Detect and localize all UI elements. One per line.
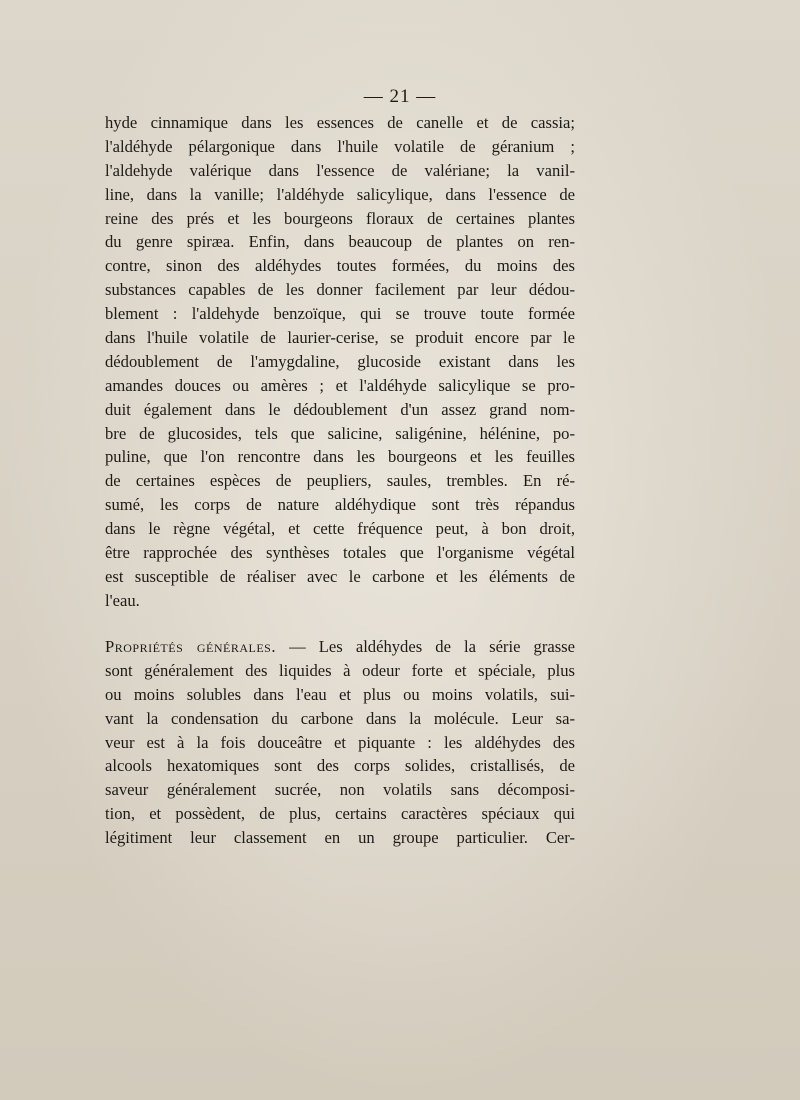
paragraph-1-line: puline, que l'on rencontre dans les bourgeons et les feuilles	[105, 447, 575, 467]
paragraph-2-line: tion, et possèdent, de plus, certains caractères spéciaux qui	[105, 804, 575, 824]
page-number: — 21 —	[363, 86, 437, 107]
paragraph-1-line: dédoublement de l'amygdaline, glucoside existant dans les	[105, 351, 575, 371]
paragraph-2-line: sont généralement des liquides à odeur forte et spéciale, plus	[105, 660, 575, 680]
paragraph-1-line: blement : l'aldehyde benzoïque, qui se trouve toute formée	[105, 304, 575, 324]
paragraph-1-line: line, dans la vanille; l'aldéhyde salicylique, dans l'essence de	[105, 184, 575, 204]
paragraph-1-line: reine des prés et les bourgeons floraux de certaines plantes	[105, 208, 575, 228]
paragraph-1-line: hyde cinnamique dans les essences de canelle et de cassia;	[105, 113, 575, 132]
paragraph-2-line: légitiment leur classement en un groupe particulier. Cer-	[105, 828, 575, 848]
paragraph-2-line: veur est à la fois douceâtre et piquante : les aldéhydes des	[105, 732, 575, 752]
paragraph-1-line: être rapprochée des synthèses totales que l'organisme végétal	[105, 543, 575, 563]
paragraph-2-line: vant la condensation du carbone dans la molécule. Leur sa-	[105, 708, 575, 728]
heading-line-rest: — Les aldéhydes de la série grasse	[275, 637, 576, 656]
paragraph-2-line: saveur généralement sucrée, non volatils sans décomposi-	[105, 780, 575, 800]
paragraph-2	[105, 635, 575, 850]
paragraph-1	[105, 111, 575, 613]
paragraph-1-line: substances capables de les donner facilement par leur dédou-	[105, 280, 575, 300]
paragraph-1-line: sumé, les corps de nature aldéhydique sont très répandus	[105, 495, 575, 515]
paragraph-1-line: l'aldehyde valérique dans l'essence de valériane; la vanil-	[105, 160, 575, 180]
paragraph-1-line: l'aldéhyde pélargonique dans l'huile volatile de géranium ;	[105, 136, 575, 156]
paragraph-1-line: du genre spiræa. Enfin, dans beaucoup de plantes on ren-	[105, 232, 575, 252]
paragraph-1-line: bre de glucosides, tels que salicine, saligénine, hélénine, po-	[105, 423, 575, 443]
paragraph-1-line: de certaines espèces de peupliers, saules, trembles. En ré-	[105, 471, 575, 491]
paragraph-2-line-1	[105, 635, 575, 659]
paragraph-1-line: duit également dans le dédoublement d'un assez grand nom-	[105, 399, 575, 419]
paragraph-1-line: l'eau.	[105, 590, 140, 610]
paragraph-2-line: ou moins solubles dans l'eau et plus ou moins volatils, sui-	[105, 684, 575, 704]
section-heading: Propriétés générales.	[105, 637, 276, 656]
paragraph-1-line: contre, sinon des aldéhydes toutes formées, du moins des	[105, 256, 575, 276]
paragraph-1-line: est susceptible de réaliser avec le carbone et les éléments de	[105, 566, 575, 586]
paragraph-1-line: dans l'huile volatile de laurier-cerise, se produit encore par le	[105, 328, 575, 348]
paragraph-1-line: dans le règne végétal, et cette fréquence peut, à bon droit,	[105, 519, 575, 539]
paragraph-1-line: amandes douces ou amères ; et l'aldéhyde salicylique se pro-	[105, 375, 575, 395]
paragraph-2-line: alcools hexatomiques sont des corps solides, cristallisés, de	[105, 756, 575, 776]
paragraph-2-body	[105, 659, 575, 850]
